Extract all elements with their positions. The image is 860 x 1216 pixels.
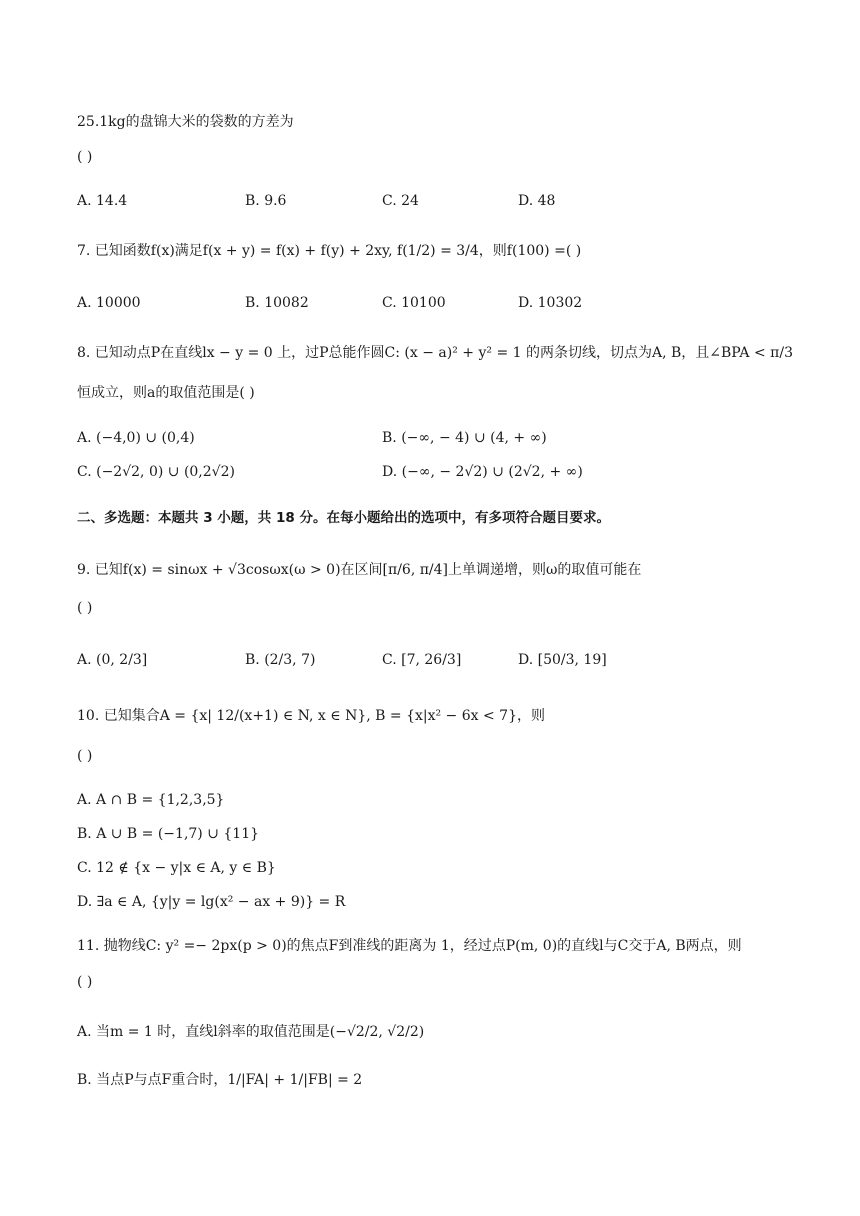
q11-stem: 11. 抛物线C: y² =− 2px(p > 0)的焦点F到准线的距离为 1，经过点P(m, 0)的直线l与C交于A, B两点，则: [77, 938, 742, 954]
q10-stem: 10. 已知集合A = {x| 12/(x+1) ∈ N, x ∈ N}, B = {x|x² − 6x < 7}，则: [77, 708, 545, 724]
q9-option-d: D. [50/3, 19]: [518, 652, 607, 668]
q6-option-c: C. 24: [382, 193, 419, 209]
q6-answer-paren: ( ): [77, 149, 93, 165]
q8-option-d: D. (−∞, − 2√2) ∪ (2√2, + ∞): [382, 464, 583, 480]
q8-stem-line2: 恒成立，则a的取值范围是( ): [77, 385, 255, 401]
q10-option-b: B. A ∪ B = (−1,7) ∪ {11}: [77, 826, 260, 842]
q7-option-b: B. 10082: [245, 295, 309, 311]
q10-option-a: A. A ∩ B = {1,2,3,5}: [77, 792, 225, 808]
q10-option-c: C. 12 ∉ {x − y|x ∈ A, y ∈ B}: [77, 860, 276, 876]
q6-option-d: D. 48: [518, 193, 556, 209]
q7-option-a: A. 10000: [77, 295, 141, 311]
q10-option-d: D. ∃a ∈ A, {y|y = lg(x² − ax + 9)} = R: [77, 894, 346, 910]
q8-stem-line1: 8. 已知动点P在直线lx − y = 0 上，过P总能作圆C: (x − a)² + y² = 1 的两条切线，切点为A, B，且∠BPA < π/3: [77, 345, 793, 361]
q8-option-b: B. (−∞, − 4) ∪ (4, + ∞): [382, 430, 547, 446]
q7-stem: 7. 已知函数f(x)满足f(x + y) = f(x) + f(y) + 2xy, f(1/2) = 3/4，则f(100) =( ): [77, 243, 582, 259]
q9-option-c: C. [7, 26/3]: [382, 652, 462, 668]
q11-answer-paren: ( ): [77, 974, 93, 990]
q9-option-b: B. (2/3, 7): [245, 652, 316, 668]
q7-option-c: C. 10100: [382, 295, 446, 311]
q9-answer-paren: ( ): [77, 600, 93, 616]
q8-option-a: A. (−4,0) ∪ (0,4): [77, 430, 195, 446]
q6-stem-line: 25.1kg的盘锦大米的袋数的方差为: [77, 114, 294, 130]
q9-stem: 9. 已知f(x) = sinωx + √3cosωx(ω > 0)在区间[π/6, π/4]上单调递增，则ω的取值可能在: [77, 562, 642, 578]
q7-option-d: D. 10302: [518, 295, 583, 311]
q11-option-a: A. 当m = 1 时，直线l斜率的取值范围是(−√2/2, √2/2): [77, 1024, 425, 1040]
q10-answer-paren: ( ): [77, 748, 93, 764]
q9-option-a: A. (0, 2/3]: [77, 652, 148, 668]
section-2-heading: 二、多选题：本题共 3 小题，共 18 分。在每小题给出的选项中，有多项符合题目要求。: [77, 510, 610, 526]
q6-option-a: A. 14.4: [77, 193, 128, 209]
q11-option-b: B. 当点P与点F重合时，1/|FA| + 1/|FB| = 2: [77, 1072, 363, 1088]
q6-option-b: B. 9.6: [245, 193, 287, 209]
q8-option-c: C. (−2√2, 0) ∪ (0,2√2): [77, 464, 235, 480]
